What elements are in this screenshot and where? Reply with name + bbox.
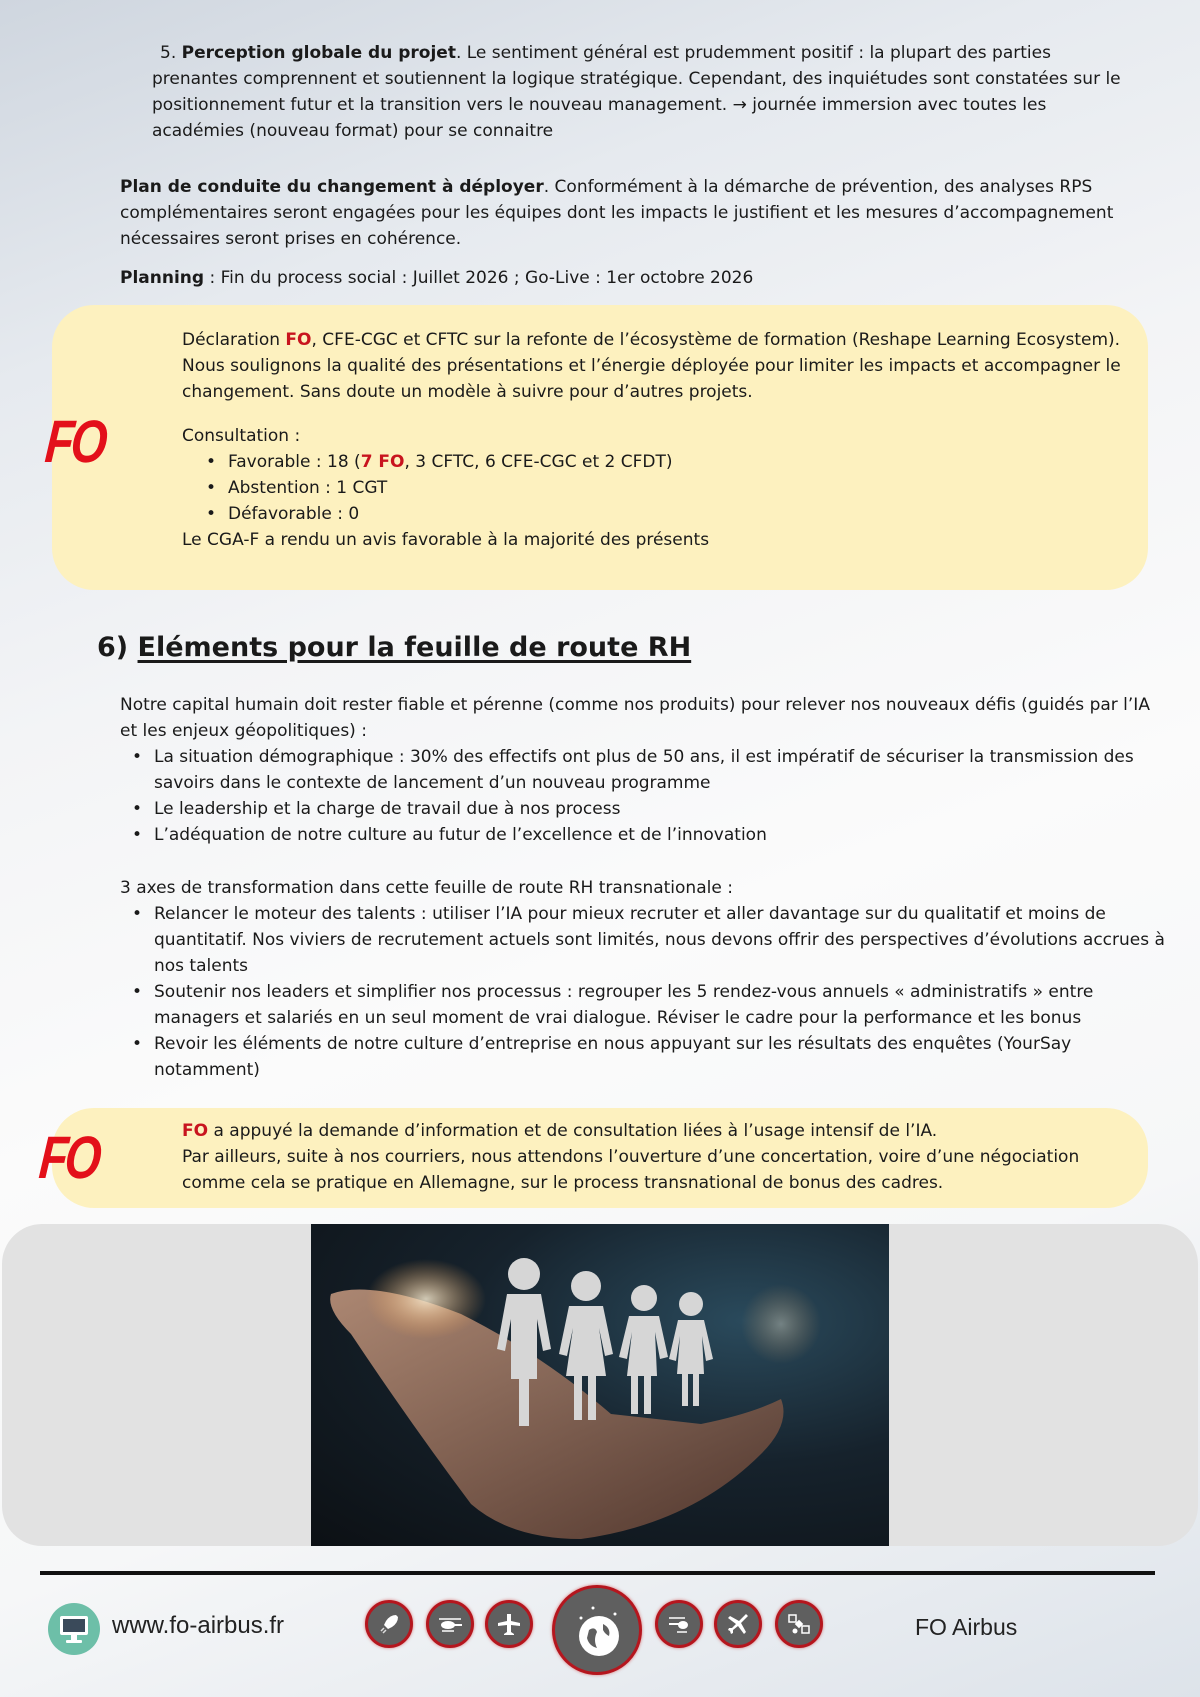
section-6-intro — [120, 692, 1170, 848]
challenge-item: • La situation démographique : 30% des effectifs ont plus de 50 ans, il est impératif de sécuriser la transmission des savoirs dans le contexte de lancement d’un nouveau programme — [154, 744, 1170, 796]
helicopter-icon — [426, 1600, 474, 1648]
globe-icon — [552, 1585, 642, 1675]
item-5-perception — [152, 40, 1142, 144]
intro-text: Notre capital humain doit rester fiable et pérenne (comme nos produits) pour relever nos nouveaux défis (guidés par l’IA et les enjeux géopolitiques) : — [120, 695, 1150, 741]
item-title: Perception globale du projet — [181, 43, 456, 63]
plan-paragraph — [120, 174, 1160, 252]
website-link[interactable]: www.fo-airbus.fr — [112, 1612, 285, 1639]
consultation-label: Consultation : — [182, 426, 301, 446]
planning-text: : Fin du process social : Juillet 2026 ; Go-Live : 1er octobre 2026 — [204, 268, 754, 288]
fo-votes: 7 FO — [360, 452, 405, 472]
vote-defavorable: • Défavorable : 0 — [228, 501, 1122, 527]
airplane-top-icon — [485, 1600, 533, 1648]
fo-logo: FO — [36, 1124, 102, 1191]
section-6-heading: 6) Eléments pour la feuille de route RH — [97, 632, 692, 663]
fo-highlight: FO — [285, 330, 312, 350]
consultation-conclusion: Le CGA-F a rendu un avis favorable à la majorité des présents — [182, 530, 710, 550]
item-number: 5. — [160, 43, 177, 63]
challenge-item: • Le leadership et la charge de travail due à nos process — [154, 796, 1170, 822]
vote-list — [182, 449, 1122, 527]
axis-item: • Relancer le moteur des talents : utiliser l’IA pour mieux recruter et aller davantage sur du qualitatif et moins de quantitatif. Nos viviers de recrutement actuels sont limités, nous devons offrir des perspectives d’évolutions accrues à nos talents — [154, 901, 1170, 979]
bonus-line: Par ailleurs, suite à nos courriers, nous attendons l’ouverture d’une concertation, voire d’une négociation comme cela se pratique en Allemagne, sur le process transnational de bonus des cadres. — [182, 1147, 1080, 1193]
planning-label: Planning — [120, 268, 205, 288]
item-text: . Le sentiment général est prudemment positif : la plupart des parties prenantes comprennent et soutiennent la logique stratégique. Cependant, des inquiétudes sont constatées sur le positionnement futur et la transition vers le nouveau management. → journée immersion avec toutes les académies (nouveau format) pour se connaitre — [152, 43, 1121, 141]
family-figures-illustration — [311, 1224, 889, 1546]
monitor-icon — [48, 1603, 100, 1655]
transformation-axes — [120, 875, 1170, 1083]
footer-brand: FO Airbus — [915, 1614, 1018, 1640]
family-hand-photo — [311, 1224, 889, 1546]
ia-line: FO a appuyé la demande d’information et de consultation liées à l’usage intensif de l’IA. — [182, 1121, 938, 1141]
declaration-text: Déclaration FO, CFE-CGC et CFTC sur la refonte de l’écosystème de formation (Reshape Learning Ecosystem). Nous soulignons la qualité des présentations et l’énergie déployée pour limiter les impacts et accompagner le changement. Sans doute un modèle à suivre pour d’autres projets. — [182, 330, 1121, 402]
helicopter-side-icon — [655, 1600, 703, 1648]
section-6-title: Eléments pour la feuille de route RH — [137, 632, 692, 663]
vote-abstention: • Abstention : 1 CGT — [228, 475, 1122, 501]
plan-text: . Conformément à la démarche de prévention, des analyses RPS complémentaires seront engagées pour les équipes dont les impacts le justifient et les mesures d’accompagnement nécessaires seront prises en cohérence. — [120, 177, 1114, 249]
axis-item: • Soutenir nos leaders et simplifier nos processus : regrouper les 5 rendez-vous annuels « administratifs » entre managers et salariés en un seul moment de vrai dialogue. Réviser le cadre pour la performance et les bonus — [154, 979, 1170, 1031]
challenge-item: • L’adéquation de notre culture au futur de l’excellence et de l’innovation — [154, 822, 1170, 848]
planning-line — [120, 265, 1160, 291]
fo-logo: FO — [42, 408, 108, 475]
rocket-icon — [365, 1600, 413, 1648]
fo-ia-box — [52, 1108, 1148, 1208]
axis-item: • Revoir les éléments de notre culture d’entreprise en nous appuyant sur les résultats des enquêtes (YourSay notamment) — [154, 1031, 1170, 1083]
axes-list — [120, 901, 1170, 1083]
satellite-icon — [775, 1600, 823, 1648]
challenges-list — [120, 744, 1170, 848]
fo-declaration-box — [52, 305, 1148, 590]
fo-highlight: FO — [182, 1121, 209, 1141]
plan-title: Plan de conduite du changement à déployer — [120, 177, 544, 197]
footer-divider — [40, 1571, 1155, 1575]
axes-intro: 3 axes de transformation dans cette feuille de route RH transnationale : — [120, 878, 733, 898]
vote-favorable: • Favorable : 18 (7 FO, 3 CFTC, 6 CFE-CGC et 2 CFDT) — [228, 449, 1122, 475]
airplane-icon — [714, 1600, 762, 1648]
